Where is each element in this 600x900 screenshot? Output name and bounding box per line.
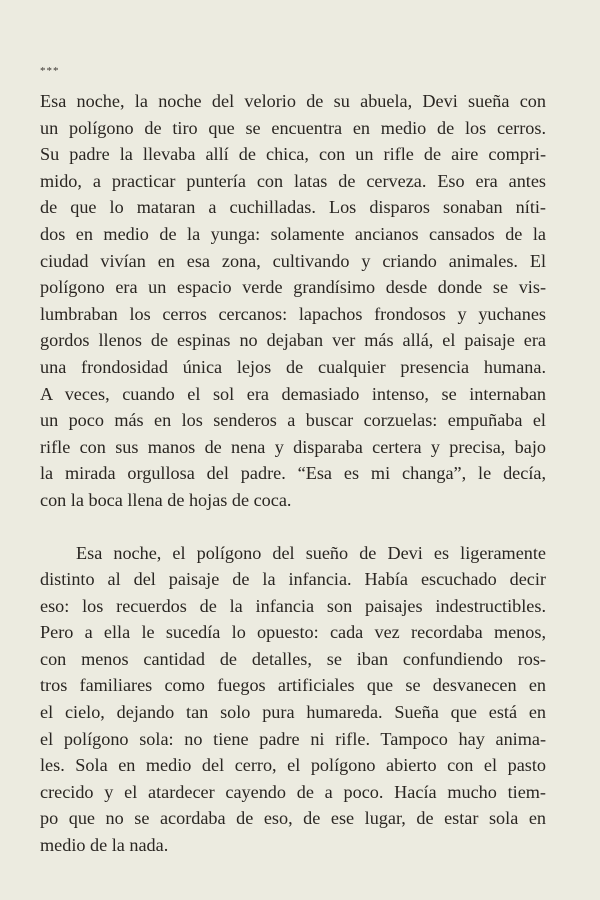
paragraph-2 [40,540,546,859]
paragraph-1 [40,88,546,514]
text-line: con menos cantidad de detalles, se iban confundiendo ros- [40,648,546,669]
text-line: un poco más en los senderos a buscar corzuelas: empuñaba el [40,410,546,431]
text-line: polígono era un espacio verde grandísimo desde donde se vis- [40,277,546,298]
section-separator: *** [40,65,60,77]
text-line: les. Sola en medio del cerro, el polígono abierto con el pasto [40,755,546,776]
book-page [40,64,546,859]
text-line: gordos llenos de espinas no dejaban ver más allá, el paisaje era [40,330,546,351]
text-line: dos en medio de la yunga: solamente ancianos cansados de la [40,223,546,244]
text-line: Esa noche, la noche del velorio de su abuela, Devi sueña con [40,91,546,111]
text-line: eso: los recuerdos de la infancia son paisajes indestructibles. [40,595,546,616]
text-line: tros familiares como fuegos artificiales que se desvanecen en [40,675,546,696]
text-line: una frondosidad única lejos de cualquier presencia humana. [40,356,546,377]
text-line: distinto al del paisaje de la infancia. Había escuchado decir [40,569,546,590]
text-line: A veces, cuando el sol era demasiado intenso, se internaban [40,383,546,404]
text-line: el cielo, dejando tan solo pura humareda. Sueña que está en [40,702,546,723]
text-line: mido, a practicar puntería con latas de cerveza. Eso era antes [40,170,546,191]
text-line: el polígono sola: no tiene padre ni rifle. Tampoco hay anima- [40,728,546,749]
text-line: crecido y el atardecer cayendo de a poco. Hacía mucho tiem- [40,781,546,802]
text-line: de que lo mataran a cuchilladas. Los disparos sonaban níti- [40,197,546,218]
text-line: ciudad vivían en esa zona, cultivando y criando animales. El [40,250,546,271]
text-line: Pero a ella le sucedía lo opuesto: cada vez recordaba menos, [40,622,546,643]
text-line: la mirada orgullosa del padre. “Esa es mi changa”, le decía, [40,463,546,484]
text-line: medio de la nada. [40,835,169,856]
text-line: Su padre la llevaba allí de chica, con un rifle de aire compri- [40,144,546,165]
text-line: rifle con sus manos de nena y disparaba certera y precisa, bajo [40,436,546,457]
text-line: con la boca llena de hojas de coca. [40,489,292,510]
text-line: po que no se acordaba de eso, de ese lugar, de estar sola en [40,808,546,829]
text-line: lumbraban los cerros cercanos: lapachos frondosos y yuchanes [40,303,546,324]
text-line: Esa noche, el polígono del sueño de Devi es ligeramente [76,542,546,563]
text-line: un polígono de tiro que se encuentra en medio de los cerros. [40,117,546,138]
